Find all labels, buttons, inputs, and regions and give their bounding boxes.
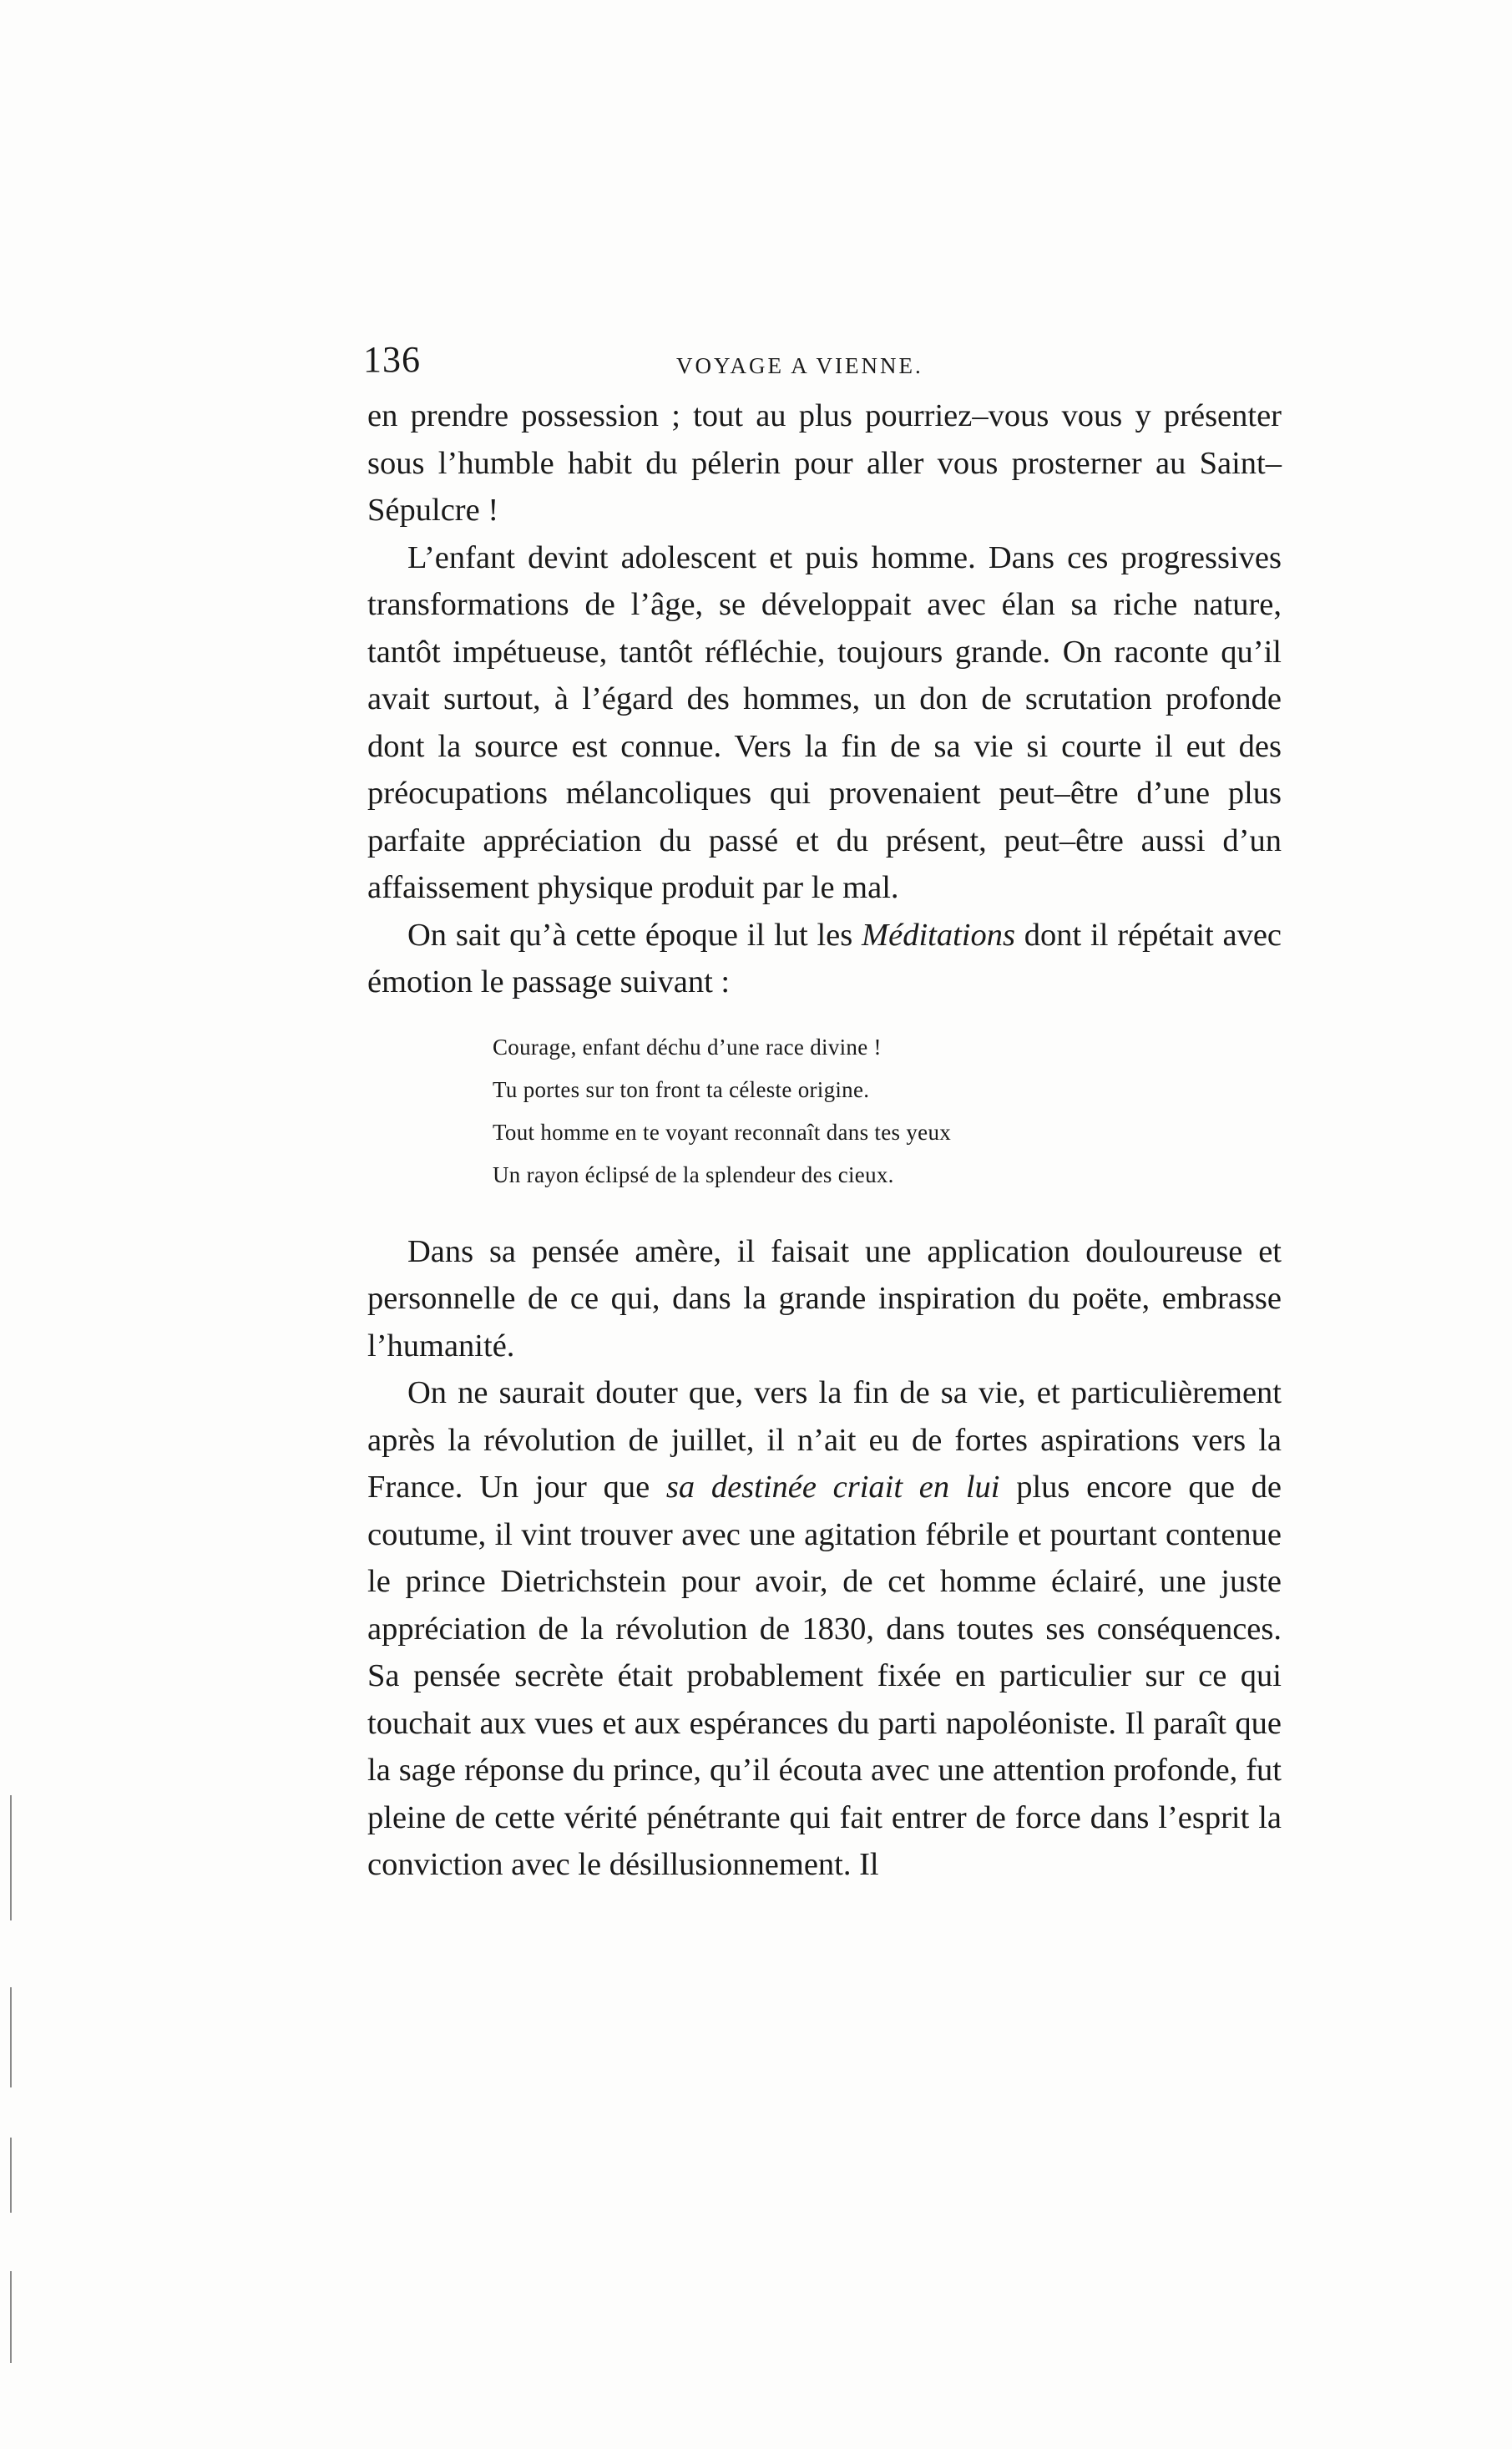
verse-quotation bbox=[493, 1026, 1282, 1197]
verse-line: Un rayon éclipsé de la splendeur des cieux. bbox=[493, 1161, 894, 1187]
scan-margin-mark bbox=[10, 1987, 12, 2087]
paragraph-meditations bbox=[367, 912, 1282, 1006]
verse-line: Tu portes sur ton front ta céleste origine. bbox=[493, 1076, 870, 1102]
paragraph-aspirations-text-before: On ne saurait douter que, vers la fin de sa vie, et particulièrement après la révolution de juillet, il n’ait eu de fortes aspirations vers la France. Un jour que bbox=[367, 1375, 1282, 1505]
page-body bbox=[367, 392, 1282, 1889]
verse-line: Courage, enfant déchu d’une race divine ! bbox=[493, 1034, 882, 1060]
page-header bbox=[363, 338, 1277, 388]
scan-margin-mark bbox=[10, 1795, 12, 1920]
paragraph-aspirations-text-after: plus encore que de coutume, il vint trouver avec une agitation fébrile et pourtant contenue le prince Dietrichstein pour avoir, de cet homme éclairé, une juste appréciation de la révolution de 1830, dans toutes ses conséquences. Sa pensée secrète était probablement fixée en particulier sur ce qui touchait aux vues et aux espérances du parti napoléoniste. Il paraît que la sage réponse du prince, qu’il écouta avec une attention profonde, fut pleine de cette vérité pénétrante qui fait entrer de force dans l’esprit la conviction avec le désillusionnement. Il bbox=[367, 1470, 1282, 1882]
paragraph-continuation: en prendre possession ; tout au plus pourriez–vous vous y présenter sous l’humble habit du pélerin pour aller vous prosterner au Saint–Sépulcre ! bbox=[367, 398, 1282, 528]
scan-margin-mark bbox=[10, 2271, 12, 2363]
paragraph-bitter-thought: Dans sa pensée amère, il faisait une application douloureuse et personnelle de ce qui, dans la grande inspiration du poëte, embrasse l’humanité. bbox=[367, 1233, 1282, 1364]
book-title-meditations: Méditations bbox=[862, 917, 1015, 953]
paragraph-adolescence: L’enfant devint adolescent et puis homme. Dans ces progressives transformations de l’âge, se développait avec élan sa riche nature, tantôt impétueuse, tantôt réfléchie, toujours grande. On raconte qu’il avait surtout, à l’égard des hommes, un don de scrutation profonde dont la source est connue. Vers la fin de sa vie si courte il eut des préocupations mélancoliques qui provenaient peut–être d’une plus parfaite appréciation du passé et du présent, peut–être aussi d’un affaissement physique produit par le mal. bbox=[367, 539, 1282, 905]
italic-phrase: sa destinée criait en lui bbox=[665, 1470, 1000, 1505]
verse-line: Tout homme en te voyant reconnaît dans tes yeux bbox=[493, 1119, 952, 1145]
page-number: 136 bbox=[363, 339, 421, 380]
running-title: VOYAGE A VIENNE. bbox=[676, 353, 923, 378]
paragraph-aspirations bbox=[367, 1369, 1282, 1889]
scan-margin-mark bbox=[10, 2138, 12, 2213]
paragraph-meditations-text-after: dont il répétait avec émotion le passage suivant : bbox=[367, 917, 1282, 999]
paragraph-meditations-text-before: On sait qu’à cette époque il lut les bbox=[407, 917, 862, 953]
